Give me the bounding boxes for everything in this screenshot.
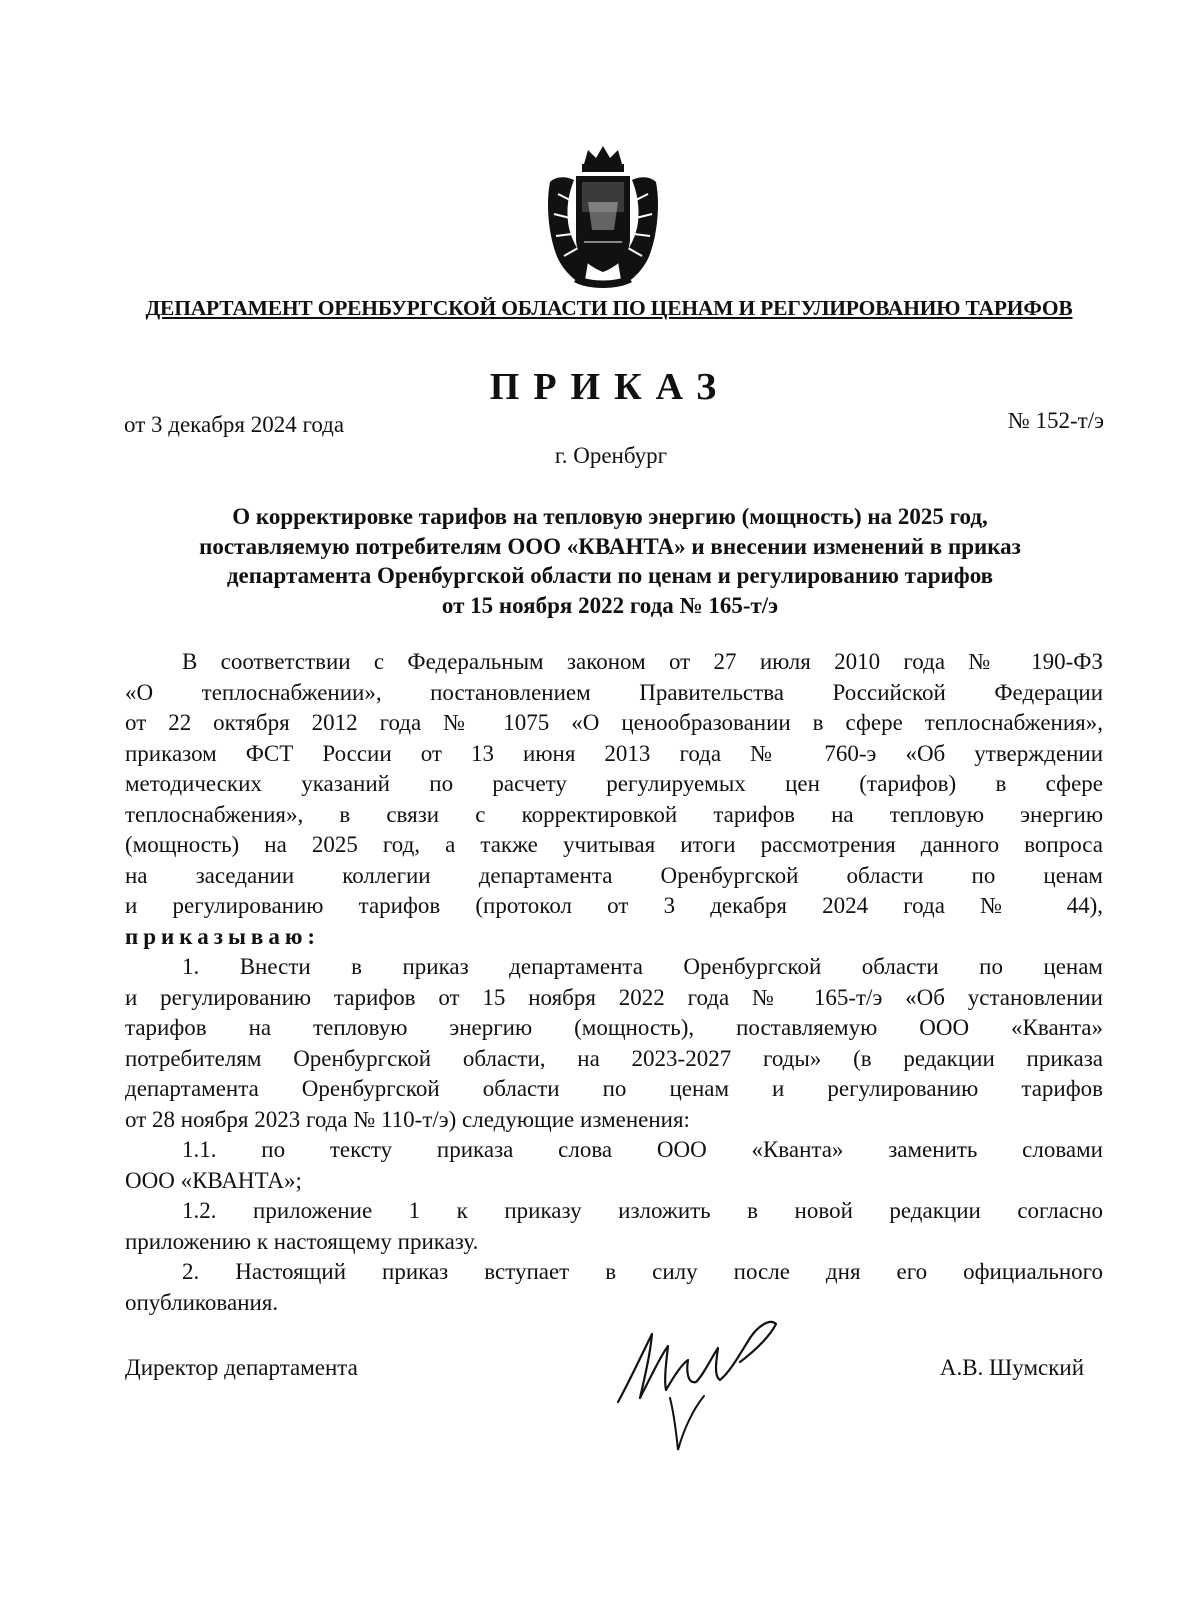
- body-line: и регулированию тарифов от 15 ноября 2022 года № 165-т/э «Об установлении: [125, 984, 1103, 1010]
- body-line: теплоснабжения», в связи с корректировкой тарифов на тепловую энергию: [125, 801, 1103, 827]
- body-line: ООО «КВАНТА»;: [125, 1167, 302, 1193]
- title-line: от 15 ноября 2022 года № 165-т/э: [441, 592, 779, 618]
- title-line: О корректировке тарифов на тепловую энергию (мощность) на 2025 год,: [232, 504, 988, 529]
- document-type: ПРИКАЗ: [489, 366, 731, 408]
- body-line: от 22 октября 2012 года № 1075 «О ценообразовании в сфере теплоснабжения»,: [125, 710, 1103, 735]
- order-date: от 3 декабря 2024 года: [124, 412, 345, 437]
- body-line: 1.1. по тексту приказа слова ООО «Кванта» заменить словами: [182, 1137, 1103, 1162]
- order-number: № 152-т/э: [1007, 408, 1104, 433]
- body-line: В соответствии с Федеральным законом от 27 июля 2010 года № 190-ФЗ: [182, 649, 1103, 674]
- body-line: приложению к настоящему приказу.: [125, 1228, 479, 1254]
- order-keyword: приказываю:: [125, 923, 321, 949]
- department-name: ДЕПАРТАМЕНТ ОРЕНБУРГСКОЙ ОБЛАСТИ ПО ЦЕНАМ И РЕГУЛИРОВАНИЮ ТАРИФОВ: [145, 296, 1073, 320]
- body-line: тарифов на тепловую энергию (мощность), поставляемую ООО «Кванта»: [125, 1015, 1103, 1040]
- body-line: департамента Оренбургской области по ценам и регулированию тарифов: [125, 1076, 1103, 1101]
- body-line: «О теплоснабжении», постановлением Правительства Российской Федерации: [125, 679, 1103, 705]
- body-line: 2. Настоящий приказ вступает в силу после дня его официального: [182, 1259, 1103, 1284]
- title-line: поставляемую потребителям ООО «КВАНТА» и внесении изменений в приказ: [199, 533, 1021, 559]
- body-line: и регулированию тарифов (протокол от 3 декабря 2024 года № 44),: [125, 893, 1103, 918]
- coat-of-arms-icon: [544, 142, 662, 292]
- body-line: от 28 ноября 2023 года № 110-т/э) следующие изменения:: [125, 1106, 690, 1132]
- body-line: 1. Внести в приказ департамента Оренбургской области по ценам: [182, 954, 1103, 979]
- body-line: методических указаний по расчету регулируемых цен (тарифов) в сфере: [125, 771, 1103, 796]
- title-line: департамента Оренбургской области по ценам и регулированию тарифов: [226, 563, 994, 588]
- document-body: [125, 647, 1103, 1318]
- body-line: опубликования.: [125, 1289, 279, 1315]
- body-line: приказом ФСТ России от 13 июня 2013 года № 760-э «Об утверждении: [125, 740, 1103, 766]
- signatory-name: А.В. Шумский: [939, 1355, 1084, 1380]
- body-line: на заседании коллегии департамента Оренбургской области по ценам: [125, 862, 1103, 888]
- signatory-position: Директор департамента: [125, 1355, 358, 1380]
- body-line: 1.2. приложение 1 к приказу изложить в новой редакции согласно: [182, 1198, 1103, 1223]
- body-line: потребителям Оренбургской области, на 2023-2027 годы» (в редакции приказа: [125, 1045, 1103, 1071]
- body-line: (мощность) на 2025 год, а также учитывая итоги рассмотрения данного вопроса: [125, 832, 1103, 857]
- order-city: г. Оренбург: [554, 443, 668, 468]
- handwritten-signature: [600, 1310, 800, 1460]
- document-title: [110, 502, 1110, 620]
